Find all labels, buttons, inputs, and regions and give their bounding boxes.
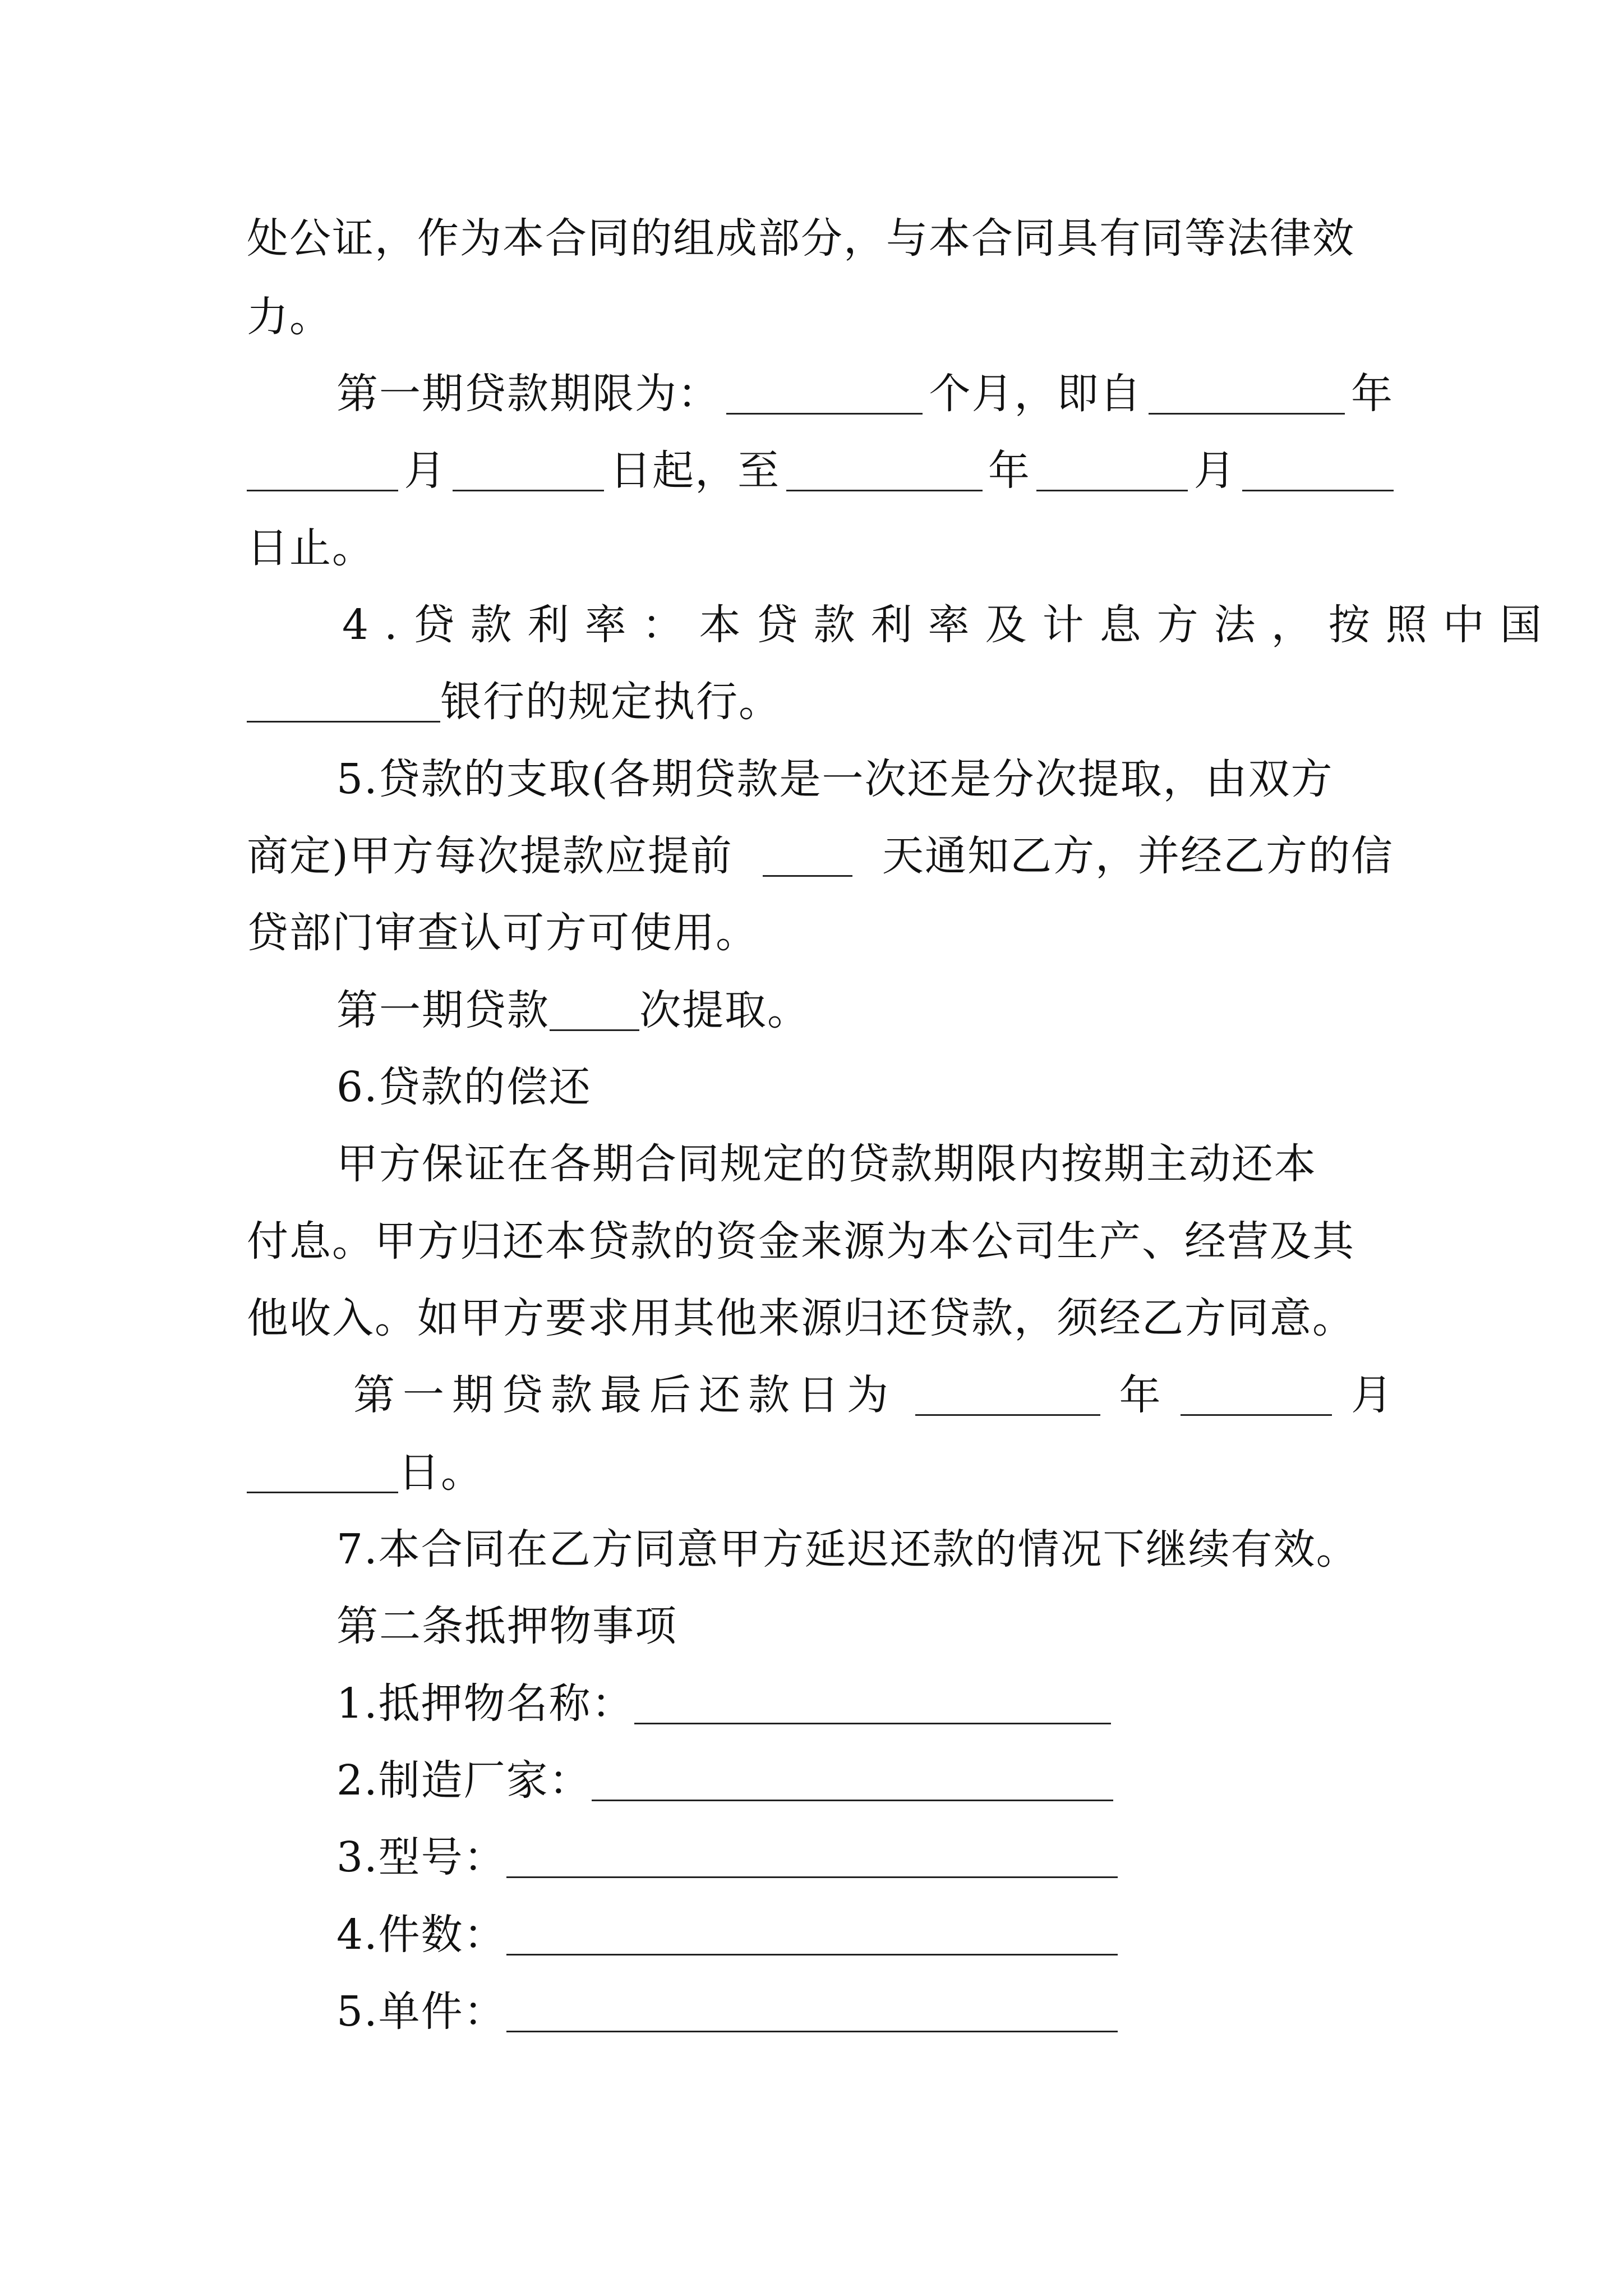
section-heading: 6.贷款的偿还 — [336, 1063, 592, 1111]
notice-line — [247, 832, 1394, 880]
final-month-blank — [1181, 1379, 1332, 1416]
drawdown-times-blank — [550, 995, 639, 1031]
paragraph-line: 处公证，作为本合同的组成部分，与本合同具有同等法律效 — [247, 214, 1355, 263]
final-day-line — [247, 1448, 1394, 1497]
end-year-blank — [786, 455, 983, 491]
field-label: 2.制造厂家： — [336, 1756, 592, 1805]
month-label: 月 — [404, 447, 447, 495]
paragraph-line: 他收入。如甲方要求用其他来源归还贷款，须经乙方同意。 — [247, 1294, 1355, 1342]
collateral-name-field — [336, 1680, 1394, 1728]
months-label: 个月，即自 — [929, 370, 1142, 418]
section-heading: 第二条抵押物事项 — [336, 1602, 677, 1650]
final-repayment-line — [353, 1371, 1394, 1419]
drawdown-line — [336, 986, 1394, 1034]
field-label: 3.型号： — [336, 1833, 506, 1881]
interest-rate-line — [342, 601, 1557, 649]
collateral-name-blank — [634, 1688, 1111, 1724]
quantity-field — [336, 1911, 1394, 1959]
model-field — [336, 1833, 1394, 1881]
year-label: 年 — [988, 447, 1031, 495]
quantity-blank — [506, 1919, 1118, 1955]
bank-rule-text: 银行的规定执行。 — [440, 678, 781, 726]
paragraph-line: 甲方保证在各期合同规定的贷款期限内按期主动还本 — [336, 1140, 1317, 1188]
paragraph-line: 贷部门审查认可方可使用。 — [247, 909, 758, 957]
day-from-label: 日起，至 — [610, 447, 781, 495]
unit-field — [336, 1987, 1394, 2036]
loan-date-line — [247, 447, 1394, 495]
field-label: 1.抵押物名称： — [336, 1680, 634, 1728]
paragraph-line: 日止。 — [247, 524, 375, 572]
day-label: 日。 — [398, 1448, 483, 1497]
bank-line — [247, 678, 1394, 726]
final-day-blank — [247, 1457, 398, 1493]
paragraph-line: 付息。甲方归还本贷款的资金来源为本公司生产、经营及其 — [247, 1217, 1355, 1266]
drawdown-text-b: 次提取。 — [639, 986, 810, 1034]
manufacturer-field — [336, 1756, 1394, 1805]
model-blank — [506, 1842, 1118, 1878]
field-label: 4.件数： — [336, 1911, 506, 1959]
manufacturer-blank — [592, 1765, 1113, 1801]
notice-days-blank — [763, 840, 852, 877]
paragraph-line: 力。 — [247, 293, 332, 341]
field-label: 5.单件： — [336, 1987, 506, 2036]
start-year-blank — [1149, 378, 1345, 415]
unit-blank — [506, 1996, 1118, 2032]
notice-text-a: 商定)甲方每次提款应提前 — [247, 832, 733, 880]
final-repayment-text: 第一期贷款最后还款日为 — [353, 1371, 896, 1419]
loan-term-label: 第一期贷款期限为： — [336, 370, 720, 418]
month-label: 月 — [1351, 1371, 1394, 1419]
end-month-blank — [1036, 455, 1188, 491]
paragraph-line: 7.本合同在乙方同意甲方延迟还款的情况下继续有效。 — [336, 1525, 1359, 1573]
month-label: 月 — [1193, 447, 1237, 495]
start-day-blank — [453, 455, 604, 491]
months-blank — [726, 378, 923, 415]
loan-term-line — [336, 370, 1394, 418]
interest-rate-text: 4.贷款利率：本贷款利率及计息方法，按照中国 — [342, 601, 1557, 649]
paragraph-line: 5.贷款的支取(各期贷款是一次还是分次提取，由双方 — [336, 755, 1334, 803]
notice-text-b: 天通知乙方，并经乙方的信 — [882, 832, 1394, 880]
year-label: 年 — [1119, 1371, 1162, 1419]
end-day-blank — [1242, 455, 1394, 491]
year-label: 年 — [1351, 370, 1394, 418]
final-year-blank — [915, 1379, 1100, 1416]
bank-name-blank — [247, 686, 440, 723]
drawdown-text-a: 第一期贷款 — [336, 986, 550, 1034]
start-month-blank — [247, 455, 398, 491]
